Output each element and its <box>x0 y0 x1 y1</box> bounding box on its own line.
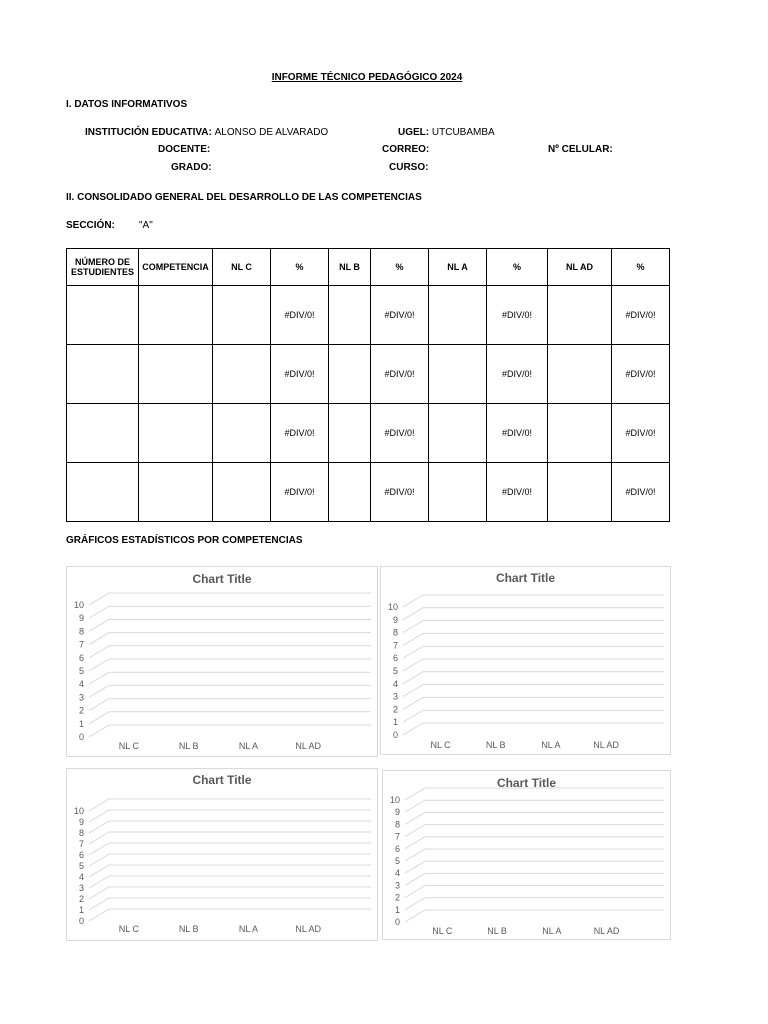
gridline <box>89 725 371 737</box>
y-tick-label: 8 <box>394 819 400 830</box>
table-cell <box>329 286 371 345</box>
y-tick-label: 4 <box>78 872 84 882</box>
y-tick-label: 9 <box>392 614 398 625</box>
table-cell: #DIV/0! <box>487 345 548 404</box>
y-tick-label: 2 <box>78 705 84 716</box>
gridline <box>89 633 371 645</box>
gridline <box>89 865 371 877</box>
col-header-pct-nlc: % <box>271 249 329 286</box>
table-cell: #DIV/0! <box>271 286 329 345</box>
gridline <box>403 697 664 709</box>
x-tick-label: NL AD <box>593 926 620 936</box>
table-cell <box>548 345 612 404</box>
y-tick-label: 1 <box>394 904 400 915</box>
y-tick-label: 2 <box>392 704 398 715</box>
gridline <box>403 659 664 671</box>
table-cell: #DIV/0! <box>371 286 429 345</box>
table-cell <box>213 463 271 522</box>
gridline <box>89 593 371 605</box>
col-header-competencia: COMPETENCIA <box>139 249 213 286</box>
gridline <box>405 800 664 812</box>
y-tick-label: 10 <box>387 602 398 612</box>
y-tick-label: 0 <box>78 732 84 742</box>
gridline <box>403 723 664 735</box>
x-tick-label: NL C <box>430 740 451 750</box>
gridline <box>89 843 371 855</box>
chart-3 <box>66 768 378 941</box>
y-tick-label: 5 <box>78 666 84 676</box>
table-row <box>67 286 670 345</box>
table-cell: #DIV/0! <box>612 345 670 404</box>
table-cell <box>139 286 213 345</box>
chart-4 <box>382 770 671 940</box>
y-tick-label: 4 <box>78 679 84 690</box>
gridline <box>405 861 664 873</box>
institucion-label: INSTITUCIÓN EDUCATIVA: <box>85 127 212 138</box>
gridline <box>89 672 371 684</box>
table-cell: #DIV/0! <box>487 463 548 522</box>
y-tick-label: 9 <box>78 817 84 827</box>
gridline <box>89 619 371 631</box>
gridline <box>403 710 664 722</box>
y-tick-label: 1 <box>78 905 84 915</box>
x-tick-label: NL AD <box>295 741 322 751</box>
y-tick-label: 6 <box>394 843 400 854</box>
table-cell <box>548 463 612 522</box>
col-header-pct-nlb: % <box>371 249 429 286</box>
gridline <box>89 712 371 724</box>
table-cell: #DIV/0! <box>612 286 670 345</box>
y-tick-label: 10 <box>73 806 84 816</box>
celular-label: Nº CELULAR: <box>548 144 613 155</box>
gridline <box>89 606 371 618</box>
table-cell <box>67 286 139 345</box>
document-title: INFORME TÉCNICO PEDAGÓGICO 2024 <box>271 72 463 83</box>
x-tick-label: NL C <box>118 924 139 934</box>
ugel-value: UTCUBAMBA <box>431 127 495 138</box>
y-tick-label: 7 <box>78 839 84 849</box>
gridline <box>403 621 664 633</box>
x-tick-label: NL C <box>432 926 453 936</box>
table-cell: #DIV/0! <box>487 286 548 345</box>
gridline <box>89 799 371 811</box>
x-tick-label: NL B <box>487 926 507 936</box>
y-tick-label: 1 <box>392 717 398 728</box>
x-tick-label: NL C <box>118 741 139 751</box>
col-header-pct-nlad: % <box>612 249 670 286</box>
section-datos-informativos: I. DATOS INFORMATIVOS <box>66 99 188 110</box>
table-cell: #DIV/0! <box>271 463 329 522</box>
seccion-label: SECCIÓN: <box>66 220 115 231</box>
table-cell <box>67 463 139 522</box>
table-cell <box>429 404 487 463</box>
gridline <box>89 832 371 844</box>
gridline <box>403 685 664 697</box>
docente-label: DOCENTE: <box>158 144 211 155</box>
col-header-nlc: NL C <box>213 249 271 286</box>
table-cell: #DIV/0! <box>271 404 329 463</box>
x-tick-label: NL A <box>542 926 562 936</box>
table-cell <box>139 463 213 522</box>
x-tick-label: NL B <box>485 740 506 750</box>
y-tick-label: 6 <box>78 652 84 663</box>
table-row <box>67 345 670 404</box>
table-cell <box>429 286 487 345</box>
y-tick-label: 2 <box>78 894 84 904</box>
table-cell: #DIV/0! <box>371 463 429 522</box>
table-cell <box>139 404 213 463</box>
section-consolidado: II. CONSOLIDADO GENERAL DEL DESARROLLO DE LAS COMPETENCIAS <box>66 192 422 203</box>
table-cell <box>67 404 139 463</box>
col-header-nlb: NL B <box>329 249 371 286</box>
table-cell <box>67 345 139 404</box>
y-tick-label: 6 <box>78 850 84 860</box>
table-cell <box>139 345 213 404</box>
table-cell: #DIV/0! <box>612 463 670 522</box>
gridline <box>89 699 371 711</box>
gridline <box>89 898 371 910</box>
y-tick-label: 8 <box>78 828 84 838</box>
y-tick-label: 4 <box>394 868 400 879</box>
y-tick-label: 2 <box>394 892 400 903</box>
gridline <box>405 886 664 898</box>
col-header-nla: NL A <box>429 249 487 286</box>
y-tick-label: 7 <box>78 639 84 650</box>
table-cell <box>329 463 371 522</box>
gridline <box>405 910 664 922</box>
table-cell: #DIV/0! <box>487 404 548 463</box>
table-cell <box>213 345 271 404</box>
table-cell <box>329 345 371 404</box>
ugel-label: UGEL: <box>398 127 430 138</box>
col-header-numero: NÚMERO DE ESTUDIENTES <box>67 249 139 286</box>
gridline <box>405 812 664 824</box>
charts-heading: GRÁFICOS ESTADÍSTICOS POR COMPETENCIAS <box>66 535 303 546</box>
gridline <box>405 825 664 837</box>
gridline <box>403 595 664 607</box>
gridline <box>89 646 371 658</box>
x-tick-label: NL A <box>238 924 259 934</box>
y-tick-label: 10 <box>389 795 400 805</box>
y-tick-label: 7 <box>394 831 400 842</box>
table-cell <box>329 404 371 463</box>
col-header-pct-nla: % <box>487 249 548 286</box>
gridline <box>405 837 664 849</box>
y-tick-label: 3 <box>78 883 84 893</box>
gridline <box>89 854 371 866</box>
y-tick-label: 0 <box>78 916 84 926</box>
y-tick-label: 4 <box>392 678 398 689</box>
gridline <box>89 659 371 671</box>
institucion-value: ALONSO DE ALVARADO <box>214 127 329 138</box>
table-row <box>67 404 670 463</box>
table-cell: #DIV/0! <box>271 345 329 404</box>
table-cell <box>429 345 487 404</box>
y-tick-label: 0 <box>394 917 400 927</box>
y-tick-label: 3 <box>78 692 84 703</box>
table-cell: #DIV/0! <box>612 404 670 463</box>
chart-2 <box>380 566 671 755</box>
table-cell <box>213 404 271 463</box>
y-tick-label: 5 <box>394 856 400 866</box>
gridline <box>405 873 664 885</box>
x-tick-label: NL A <box>238 741 259 751</box>
table-cell <box>213 286 271 345</box>
y-tick-label: 9 <box>78 613 84 624</box>
x-tick-label: NL B <box>178 924 199 934</box>
table-cell: #DIV/0! <box>371 345 429 404</box>
gridline <box>403 633 664 645</box>
chart-title: Chart Title <box>192 572 252 586</box>
ugel-row <box>398 127 495 138</box>
correo-label: CORREO: <box>382 144 430 155</box>
table-row <box>67 463 670 522</box>
y-tick-label: 3 <box>394 880 400 891</box>
institucion-row <box>85 127 328 138</box>
gridline <box>89 876 371 888</box>
x-tick-label: NL A <box>541 740 561 750</box>
gridline <box>403 608 664 620</box>
grado-label: GRADO: <box>171 162 212 173</box>
gridline <box>89 685 371 697</box>
x-tick-label: NL B <box>178 741 199 751</box>
curso-label: CURSO: <box>389 162 429 173</box>
table-cell <box>429 463 487 522</box>
gridline <box>89 887 371 899</box>
y-tick-label: 6 <box>392 653 398 664</box>
chart-1 <box>66 566 378 757</box>
gridline <box>403 646 664 658</box>
y-tick-label: 7 <box>392 640 398 651</box>
gridline <box>89 821 371 833</box>
consolidado-table <box>66 248 670 522</box>
y-tick-label: 8 <box>78 626 84 637</box>
y-tick-label: 10 <box>73 600 84 610</box>
seccion-value: "A" <box>139 220 153 231</box>
table-cell <box>548 404 612 463</box>
gridline <box>89 810 371 822</box>
y-tick-label: 5 <box>78 861 84 871</box>
col-header-nlad: NL AD <box>548 249 612 286</box>
y-tick-label: 5 <box>392 666 398 676</box>
y-tick-label: 1 <box>78 718 84 729</box>
y-tick-label: 0 <box>392 730 398 740</box>
x-tick-label: NL AD <box>593 740 619 750</box>
y-tick-label: 8 <box>392 627 398 638</box>
table-cell <box>548 286 612 345</box>
gridline <box>89 909 371 921</box>
gridline <box>405 849 664 861</box>
y-tick-label: 9 <box>394 807 400 818</box>
table-cell: #DIV/0! <box>371 404 429 463</box>
chart-title: Chart Title <box>192 773 252 787</box>
gridline <box>405 898 664 910</box>
gridline <box>403 672 664 684</box>
table-header-row <box>67 249 670 286</box>
x-tick-label: NL AD <box>295 924 322 934</box>
y-tick-label: 3 <box>392 691 398 702</box>
chart-title: Chart Title <box>495 571 556 585</box>
chart-title: Chart Title <box>496 776 557 790</box>
